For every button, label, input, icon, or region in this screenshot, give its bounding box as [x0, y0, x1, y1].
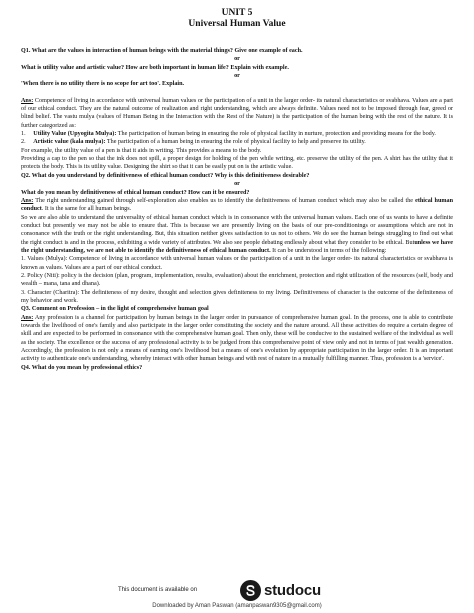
answer-1-example: For example, the utility value of a pen is that it aids in writing. This provides a means to the body. — [21, 147, 262, 154]
question-4: Q4. What do you mean by professional ethics? — [21, 364, 143, 371]
answer-1-example-2: Providing a cap to the pen so that the ink does not spill, a proper design for holding of the pen while writing, etc. preserve the utility of the pen. A shirt has the utility that it protects the body. This is its utility value. Designing the shirt so that it can be easily put on is the artistic value. — [21, 156, 453, 171]
question-1b: What is utility value and artistic value? How are both important in human life? Explain with example. — [21, 64, 289, 71]
studocu-logo-icon — [240, 580, 261, 601]
answer-2-policy: 2. Policy (Niti): policy is the decision (plan, program, implementation, results, evaluation) about the enrichment, protection and right utilization of the resources (self, body and wealth – mana, tana and dhana). — [21, 272, 453, 288]
download-note: Downloaded by Aman Paswan (amanpaswan9305@gmail.com) — [152, 603, 322, 609]
document-body — [21, 47, 453, 372]
studocu-brand: studocu — [264, 582, 321, 599]
unit-heading: UNIT 5 — [221, 8, 253, 18]
question-1c: 'When there is no utility there is no scope for art too'. Explain. — [21, 81, 185, 88]
answer-label: Ans: — [21, 97, 34, 104]
answer-3: Ans: Any profession is a channel for participation by human beings in the larger order in pursuance of comprehensive human goal. In the process, one is able to contribute towards the livelihood of one's family and also participate in the larger order constituting the society and the nature around. All these activities do require a certain degree of skill and are expected to be performed in consonance with the comprehensive human goal. Then only, these will be conducive to the sustained welfare of the individual as well as the society. The excellence or the success of any professional activity is to be judged from this comprehensive point of view only and not in terms of just wealth generation. Accordingly, the profession is not only a means of earning one's livelihood but a means of one's evolution by appropriate participation in the larger order. It is an important activity to authenticate one's understanding, whereby interact with other human beings and with rest of nature in a mutually fulfilling manner. Thus, profession is a 'service'. — [21, 314, 453, 363]
question-2: Q2. What do you understand by definitiveness of ethical human conduct? Why is this definitiveness desirable? — [21, 172, 310, 179]
question-2b: What do you mean by definitiveness of ethical human conduct? How can it be ensured? — [21, 189, 250, 196]
answer-1-intro: Ans: Competence of living in accordance with universal human values or the participation of a unit in the larger order- its natural characteristics or svabhava. Values are a part of our ethical conduct. They are the natural outcome of realization and right understanding, which are always definite. Values need not to be imposed through fear, greed or blind belief. The vastu mulya (values of Human Being in the Interaction with the Rest of the Nature) is the participation of the human being with the rest of the nature. It is further categorized as: — [21, 97, 453, 129]
or-separator: or — [234, 56, 240, 63]
question-3: Q3. Comment on Profession – in the light of comprehensive human goal — [21, 306, 209, 313]
answer-1-item-2: 2. Artistic value (kala mulya): The participation of a human being in ensuring the role of physical facility to help and preserve its utility. — [21, 139, 366, 146]
answer-2-p1: Ans: The right understanding gained through self-exploration also enables us to identify the definitiveness of human conduct which may also be called the ethical human conduct. It is the same for all human beings. — [21, 197, 453, 213]
or-separator: or — [234, 181, 240, 188]
footer — [0, 578, 474, 613]
studocu-logo[interactable] — [240, 580, 321, 601]
answer-2-character: 3. Character (Charitra): The definiteness of my desire, thought and selection gives definiteness to my living. Definitiveness of character is the outcome of the definiteness of my behavior and work. — [21, 289, 453, 304]
page-title: Universal Human Value — [188, 19, 286, 29]
or-separator: or — [234, 73, 240, 80]
answer-label: Ans: — [21, 314, 34, 321]
answer-label: Ans: — [21, 197, 34, 204]
answer-2-p2: So we are also able to understand the universality of ethical human conduct which is in consonance with the universal human values. Each one of us wants to have a definite conduct but presently we may not be able to ensure that. This is because we are presently living on the basis of our pre-conditionings or assumptions which are not in consonance with the truth or the right understanding. But, this situation neither gives satisfaction to us not to others. We do see the human beings struggling to find out what the right conduct is and in the process, exhibiting a wide variety of attributes. We also see people debating endlessly about what they consider to be ethical. Butunless we have the right understanding, we are not able to identify the definitiveness of ethical human conduct. It can be understood in terms of the following: — [21, 214, 453, 254]
answer-1-item-1: 1. Utility Value (Upyogita Mulya): The participation of human being in ensuring the role of physical facility in nurture, protection and providing means for the body. — [21, 131, 436, 138]
availability-note: This document is available on — [118, 587, 198, 593]
answer-2-values: 1. Values (Mulya): Competence of living in accordance with universal human values or the participation of a unit in the larger order- its natural characteristics or svabhava is known as values. Values are a part of our ethical conduct. — [21, 256, 453, 271]
question-1: Q1. What are the values in interaction of human beings with the material things? Give one example of each. — [21, 48, 303, 54]
